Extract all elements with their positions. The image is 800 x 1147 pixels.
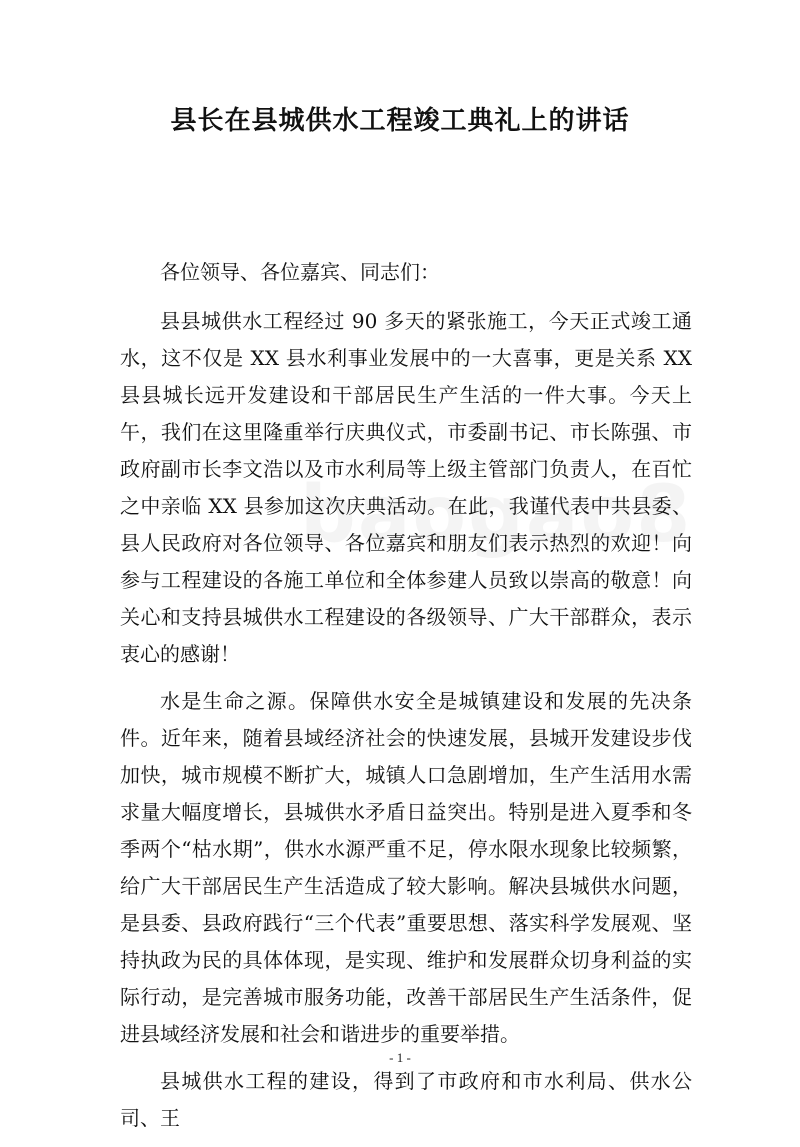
greeting: 各位领导、各位嘉宾、同志们： — [160, 260, 440, 284]
document-title: 县长在县城供水工程竣工典礼上的讲话 — [170, 106, 630, 136]
paragraph-2: 水是生命之源。保障供水安全是城镇建设和发展的先决条件。近年来，随着县域经济社会的快速发展，县城开发建设步伐加快，城市规模不断扩大，城镇人口急剧增加，生产生活用水需求量大幅度增长，县城供水矛盾日益突出。特别是进入夏季和冬季两个“枯水期”，供水水源严重不足，停水限水现象比较频繁，给广大干部居民生产生活造成了较大影响。解决县城供水问题，是县委、县政府践行“三个代表”重要思想、落实科学发展观、坚持执政为民的具体体现，是实现、维护和发展群众切身利益的实际行动，是完善城市服务功能，改善干部居民生产生活条件，促进县域经济发展和社会和谐进步的重要举措。 — [120, 689, 692, 1046]
paragraph-3: 县城供水工程的建设，得到了市政府和市水利局、供水公司、王 — [120, 1069, 692, 1130]
document-body — [120, 254, 692, 1147]
paragraph-1: 县县城供水工程经过 90 多天的紧张施工，今天正式竣工通水，这不仅是 XX 县水利事业发展中的一大喜事，更是关系 XX 县县城长远开发建设和干部居民生产生活的一件大事。今天上午，我们在这里隆重举行庆典仪式，市委副书记、市长陈强、市政府副市长李文浩以及市水利局等上级主管部门负责人，在百忙之中亲临 XX 县参加这次庆典活动。在此，我谨代表中共县委、县人民政府对各位领导、各位嘉宾和朋友们表示热烈的欢迎！向参与工程建设的各施工单位和全体参建人员致以崇高的敬意！向关心和支持县城供水工程建设的各级领导、广大干部群众，表示衷心的感谢！ — [120, 309, 692, 666]
page-number: - 1 - — [389, 1050, 411, 1065]
